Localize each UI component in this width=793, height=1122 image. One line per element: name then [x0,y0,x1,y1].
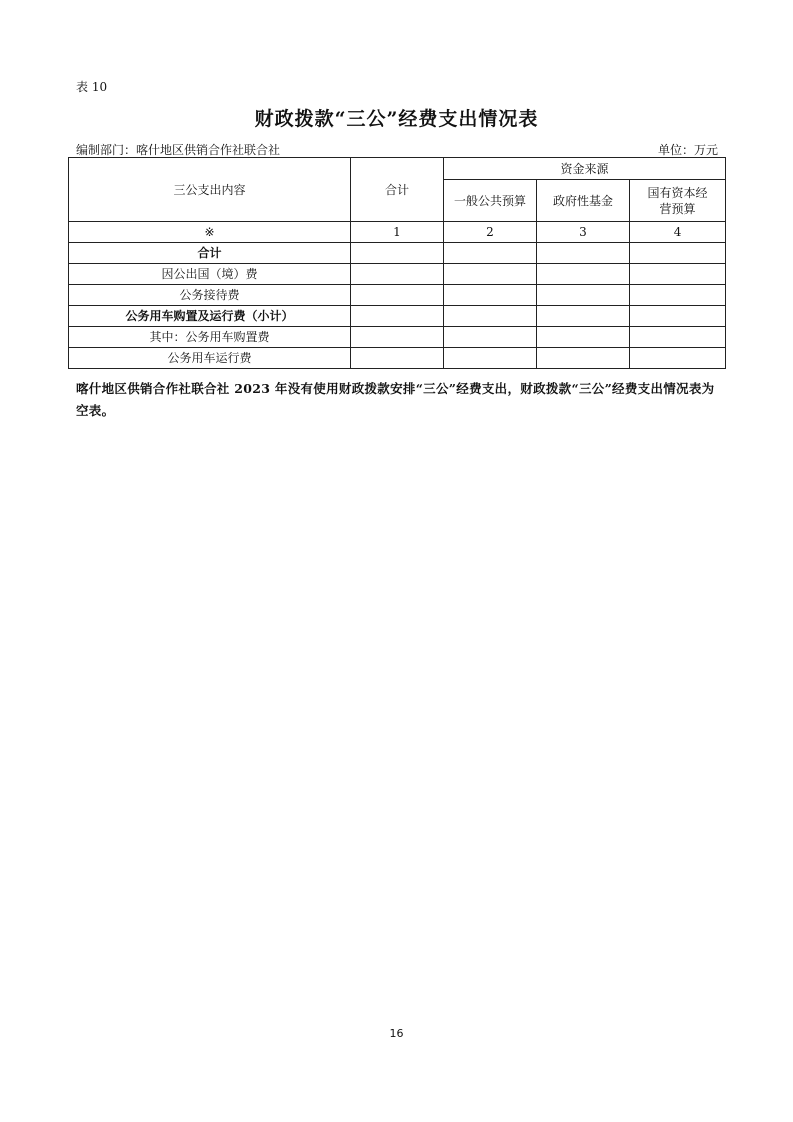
unit-label: 单位：万元 [657,143,718,157]
index-cell: 4 [630,222,726,243]
table-cell [351,306,444,327]
header-row-1 [69,158,726,180]
index-cell: 2 [444,222,537,243]
table-cell [630,327,726,348]
row-label-total: 合计 [69,243,351,264]
index-cell: ※ [69,222,351,243]
table-row [69,243,726,264]
page-title: 财政拨款“三公”经费支出情况表 [254,108,539,130]
table-number: 表 10 [76,80,108,94]
table-cell [537,285,630,306]
table-row [69,285,726,306]
header-state-capital: 国有资本经营预算 [630,180,726,222]
table-cell [351,348,444,369]
row-label-reception: 公务接待费 [69,285,351,306]
table-cell [351,243,444,264]
header-general-budget: 一般公共预算 [444,180,537,222]
header-gov-fund: 政府性基金 [537,180,630,222]
table-cell [444,264,537,285]
row-label-vehicle-purchase: 其中：公务用车购置费 [69,327,351,348]
table-cell [444,348,537,369]
table-cell [351,264,444,285]
row-label-vehicle-operation: 公务用车运行费 [69,348,351,369]
table-row [69,264,726,285]
table-row [69,348,726,369]
table-row [69,306,726,327]
table-cell [630,348,726,369]
row-label-vehicle-subtotal: 公务用车购置及运行费（小计） [69,306,351,327]
table-cell [630,306,726,327]
compiling-department: 编制部门：喀什地区供销合作社联合社 [76,143,281,157]
table-cell [444,285,537,306]
page-number: 16 [389,1027,404,1040]
table-cell [444,327,537,348]
table-cell [351,285,444,306]
table-cell [537,264,630,285]
table-cell [537,306,630,327]
table-cell [630,264,726,285]
table-cell [537,348,630,369]
table-cell [630,243,726,264]
table-cell [537,243,630,264]
table-cell [351,327,444,348]
index-cell: 1 [351,222,444,243]
index-cell: 3 [537,222,630,243]
header-total: 合计 [351,158,444,222]
header-item: 三公支出内容 [69,158,351,222]
table-cell [630,285,726,306]
table-row [69,327,726,348]
table-cell [444,243,537,264]
index-row [69,222,726,243]
table-cell [537,327,630,348]
header-fund-source: 资金来源 [444,158,726,180]
row-label-overseas: 因公出国（境）费 [69,264,351,285]
explanatory-note: 喀什地区供销合作社联合社 2023 年没有使用财政拨款安排“三公”经费支出，财政拨款“三公”经费支出情况表为空表。 [76,381,715,418]
expense-table [68,157,726,369]
table-cell [444,306,537,327]
